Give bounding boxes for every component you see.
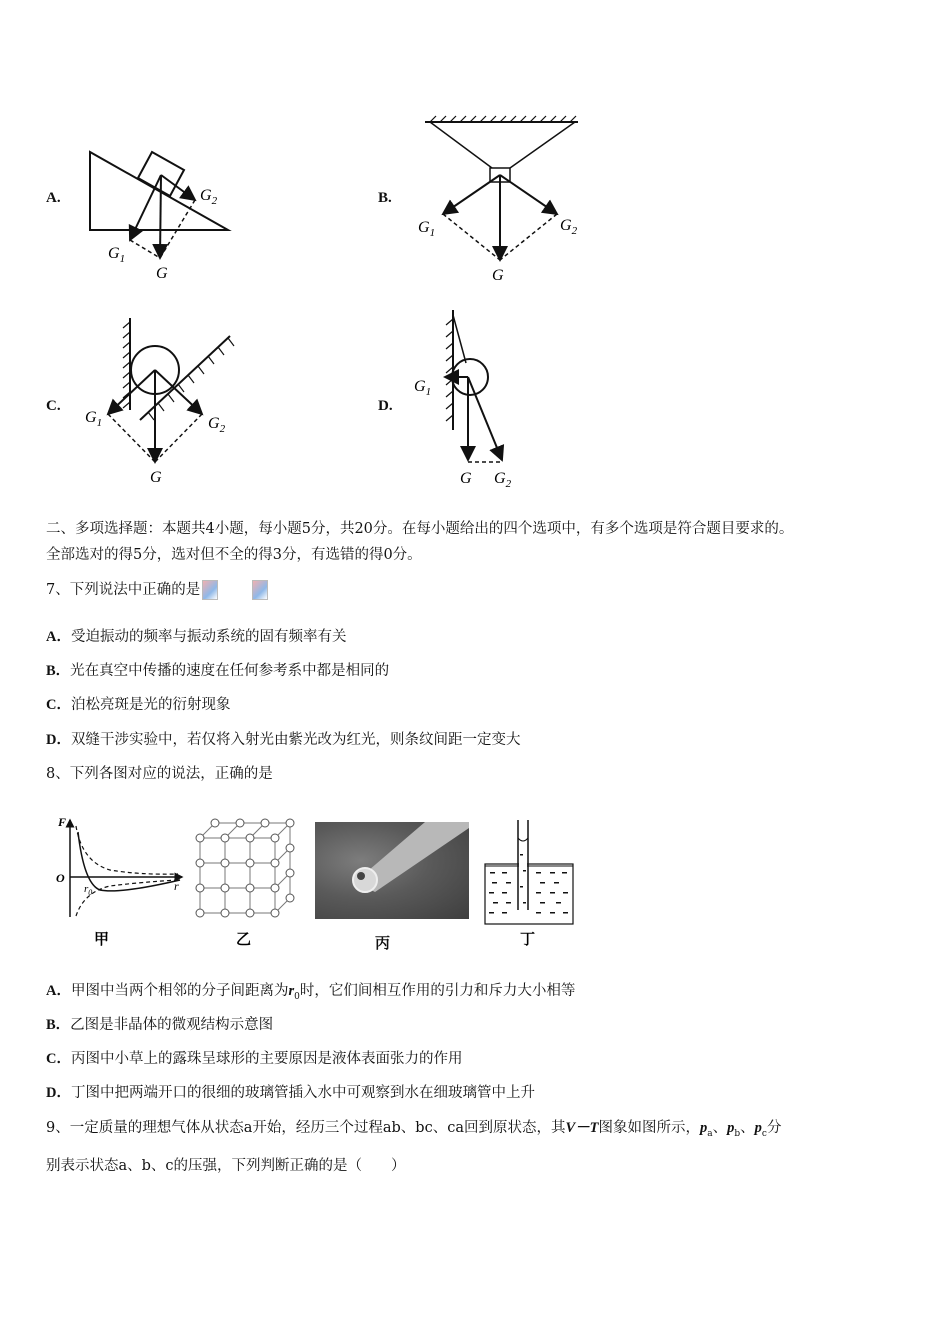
option-c-label: C. — [46, 398, 61, 414]
jia-axis-r: r — [174, 879, 179, 893]
q8-option-c: C．丙图中小草上的露珠呈球形的主要原因是液体表面张力的作用 — [46, 1051, 463, 1067]
q7-option-d: D．双缝干涉实验中，若仅将入射光由紫光改为红光，则条纹间距一定变大 — [46, 732, 521, 748]
figure-yi — [190, 818, 308, 952]
q8-option-b: B．乙图是非晶体的微观结构示意图 — [46, 1017, 274, 1033]
jia-r0: $r_0$ — [84, 883, 93, 897]
section2-line1: 二、多项选择题：本题共4小题，每小题5分，共20分。在每小题给出的四个选项中，有多个选项是符合题目要求的。 — [46, 521, 794, 537]
broken-image-icon — [202, 580, 218, 600]
q8-option-d: D．丁图中把两端开口的很细的玻璃管插入水中可观察到水在细玻璃管中上升 — [46, 1085, 535, 1101]
c-g-label: G — [150, 469, 162, 486]
b-g2-label: $G_2$ — [560, 217, 578, 237]
option-b-label: B. — [378, 190, 392, 206]
a-g2-label: $G_2$ — [200, 187, 218, 207]
d-g2-label: $G_2$ — [494, 470, 512, 490]
a-g1-label: $G_1$ — [108, 245, 126, 265]
q9-stem-line2: 别表示状态a、b、c的压强，下列判断正确的是（ ） — [46, 1158, 406, 1174]
c-g2-label: $G_2$ — [208, 415, 226, 435]
diagram-a — [80, 140, 250, 290]
option-a-label: A. — [46, 190, 61, 206]
q7-option-a: A．受迫振动的频率与振动系统的固有频率有关 — [46, 629, 347, 645]
c-g1-label: $G_1$ — [85, 409, 103, 429]
a-g-label: G — [156, 265, 168, 282]
q8-option-a: A．甲图中当两个相邻的分子间距离为$r_0$时，它们间相互作用的引力和斥力大小相等 — [46, 983, 576, 1002]
q9-stem-line1: 9、一定质量的理想气体从状态a开始，经历三个过程ab、bc、ca回到原状态，其V－T图象如图所示，$p_a$、$p_b$、$p_c$分 — [46, 1120, 782, 1139]
figure-bing-photo — [315, 822, 469, 919]
q8-stem: 8、下列各图对应的说法，正确的是 — [46, 766, 273, 782]
q7-stem: 7、下列说法中正确的是 — [46, 580, 268, 600]
q7-option-c: C．泊松亮斑是光的衍射现象 — [46, 697, 231, 713]
diagram-c — [80, 310, 250, 490]
figure-ding — [480, 818, 580, 952]
broken-image-icon — [252, 580, 268, 600]
figure-label-jia: 甲 — [94, 932, 110, 948]
section2-line2: 全部选对的得5分，选对但不全的得3分，有选错的得0分。 — [46, 547, 422, 563]
q7-option-b: B．光在真空中传播的速度在任何参考系中都是相同的 — [46, 663, 390, 679]
b-g1-label: $G_1$ — [418, 219, 436, 239]
jia-axis-f: F — [58, 815, 67, 829]
jia-axis-o: O — [56, 871, 65, 885]
diagram-b — [410, 112, 595, 287]
figure-label-ding: 丁 — [520, 932, 536, 948]
diagram-d — [408, 305, 538, 490]
figure-label-yi: 乙 — [236, 932, 252, 948]
d-g-label: G — [460, 470, 472, 487]
d-g1-label: $G_1$ — [414, 378, 432, 398]
figure-jia — [50, 812, 190, 952]
figure-label-bing: 丙 — [375, 934, 391, 952]
b-g-label: G — [492, 267, 504, 284]
option-d-label: D. — [378, 398, 393, 414]
